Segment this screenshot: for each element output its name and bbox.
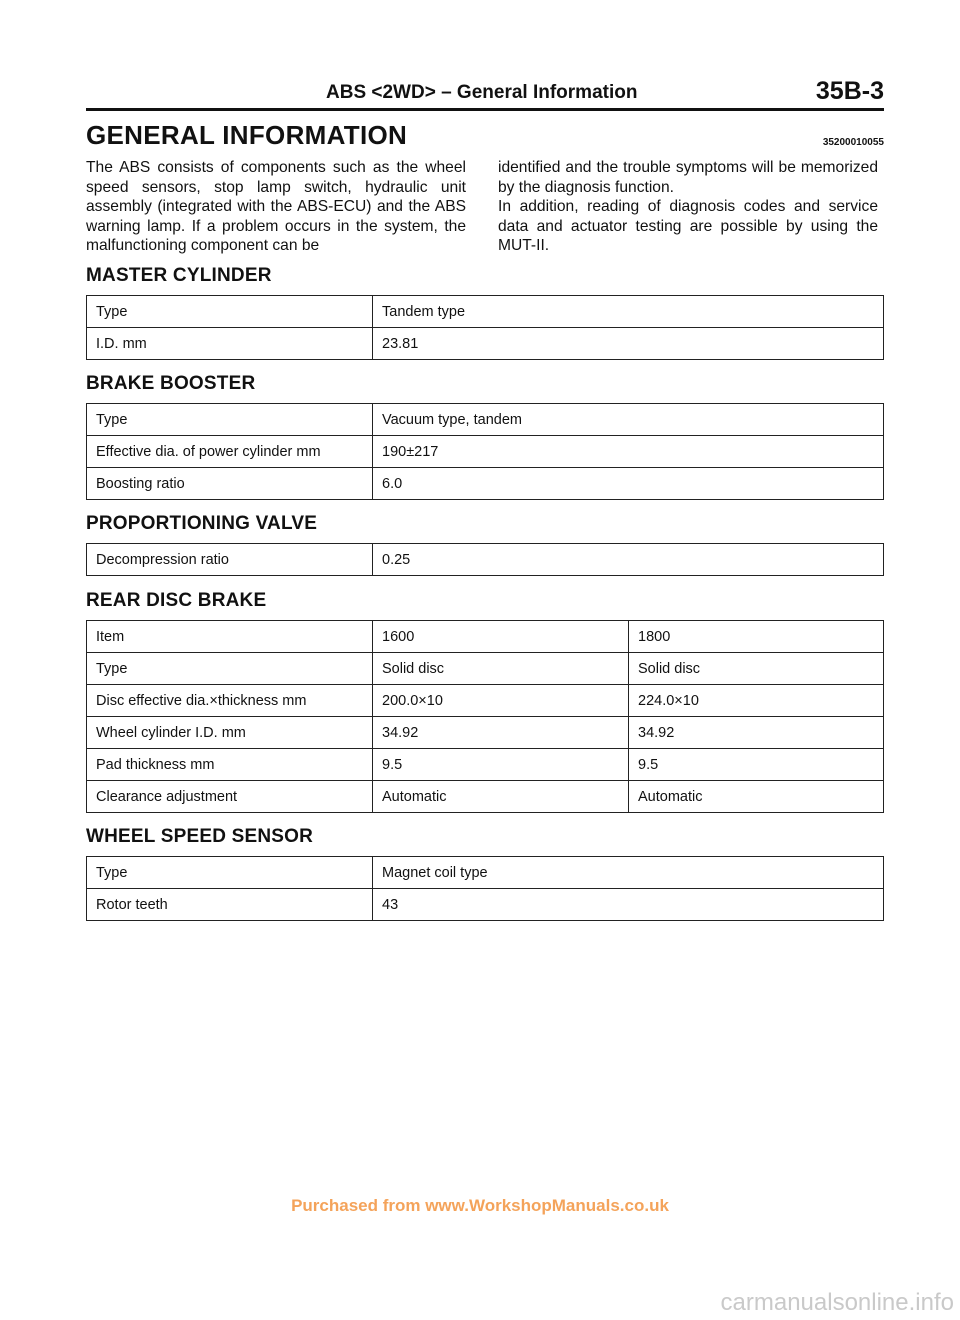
spec-label: Rotor teeth [87, 889, 373, 921]
document-code: 35200010055 [822, 137, 884, 148]
spec-value-1600: 34.92 [373, 717, 629, 749]
spec-value-1600: 9.5 [373, 749, 629, 781]
spec-label: Boosting ratio [87, 468, 373, 500]
spec-label: Item [87, 621, 373, 653]
table-row [87, 653, 884, 685]
purchase-watermark: Purchased from www.WorkshopManuals.co.uk [291, 1196, 669, 1215]
spec-value: 23.81 [373, 328, 884, 360]
spec-value: 6.0 [373, 468, 884, 500]
wheel-speed-sensor-table [86, 856, 884, 921]
spec-label: Clearance adjustment [87, 781, 373, 813]
spec-value: 0.25 [373, 544, 884, 576]
rear-disc-brake-table [86, 620, 884, 813]
spec-value: Tandem type [373, 296, 884, 328]
spec-label: Decompression ratio [87, 544, 373, 576]
spec-value-1600: 1600 [373, 621, 629, 653]
spec-value-1600: 200.0×10 [373, 685, 629, 717]
table-row [87, 436, 884, 468]
table-row [87, 857, 884, 889]
spec-label: Type [87, 857, 373, 889]
spec-value: 190±217 [373, 436, 884, 468]
intro-paragraph: identified and the trouble symptoms will be memorized by the diagnosis function. [498, 159, 878, 196]
intro-paragraph: In addition, reading of diagnosis codes and service data and actuator testing are possible by using the MUT-II. [498, 198, 878, 254]
table-row [87, 328, 884, 360]
table-row [87, 544, 884, 576]
master-cylinder-heading: MASTER CYLINDER [86, 265, 272, 286]
spec-value-1800: Automatic [629, 781, 884, 813]
spec-label: Pad thickness mm [87, 749, 373, 781]
master-cylinder-table [86, 295, 884, 360]
spec-value: 43 [373, 889, 884, 921]
intro-left-column [86, 158, 466, 256]
table-row [87, 621, 884, 653]
table-row [87, 468, 884, 500]
spec-label: Wheel cylinder I.D. mm [87, 717, 373, 749]
general-information-heading: GENERAL INFORMATION [86, 120, 408, 150]
spec-value-1800: 1800 [629, 621, 884, 653]
intro-right-column [498, 158, 878, 256]
page-number: 35B-3 [815, 77, 884, 105]
wheel-speed-sensor-heading: WHEEL SPEED SENSOR [86, 826, 314, 847]
intro-paragraph: The ABS consists of components such as the wheel speed sensors, stop lamp switch, hydraulic unit assembly (integrated with the ABS-ECU) and the ABS warning lamp. If a problem occurs in the system, the malfunctioning component can be [86, 159, 466, 254]
spec-value-1600: Solid disc [373, 653, 629, 685]
spec-value-1600: Automatic [373, 781, 629, 813]
spec-label: Type [87, 296, 373, 328]
header-title: ABS <2WD> – General Information [326, 82, 638, 103]
proportioning-valve-heading: PROPORTIONING VALVE [86, 513, 318, 534]
brake-booster-heading: BRAKE BOOSTER [86, 373, 256, 394]
table-row [87, 717, 884, 749]
spec-label: I.D. mm [87, 328, 373, 360]
spec-label: Type [87, 404, 373, 436]
brake-booster-table [86, 403, 884, 500]
site-watermark: carmanualsonline.info [720, 1289, 954, 1316]
rear-disc-brake-heading: REAR DISC BRAKE [86, 590, 267, 611]
spec-value: Vacuum type, tandem [373, 404, 884, 436]
page-header [86, 74, 884, 111]
spec-value-1800: 224.0×10 [629, 685, 884, 717]
table-row [87, 296, 884, 328]
spec-label: Disc effective dia.×thickness mm [87, 685, 373, 717]
spec-label: Effective dia. of power cylinder mm [87, 436, 373, 468]
proportioning-valve-table [86, 543, 884, 576]
spec-value: Magnet coil type [373, 857, 884, 889]
spec-value-1800: 9.5 [629, 749, 884, 781]
spec-value-1800: 34.92 [629, 717, 884, 749]
table-row [87, 685, 884, 717]
table-row [87, 781, 884, 813]
spec-value-1800: Solid disc [629, 653, 884, 685]
spec-label: Type [87, 653, 373, 685]
table-row [87, 404, 884, 436]
table-row [87, 749, 884, 781]
table-row [87, 889, 884, 921]
